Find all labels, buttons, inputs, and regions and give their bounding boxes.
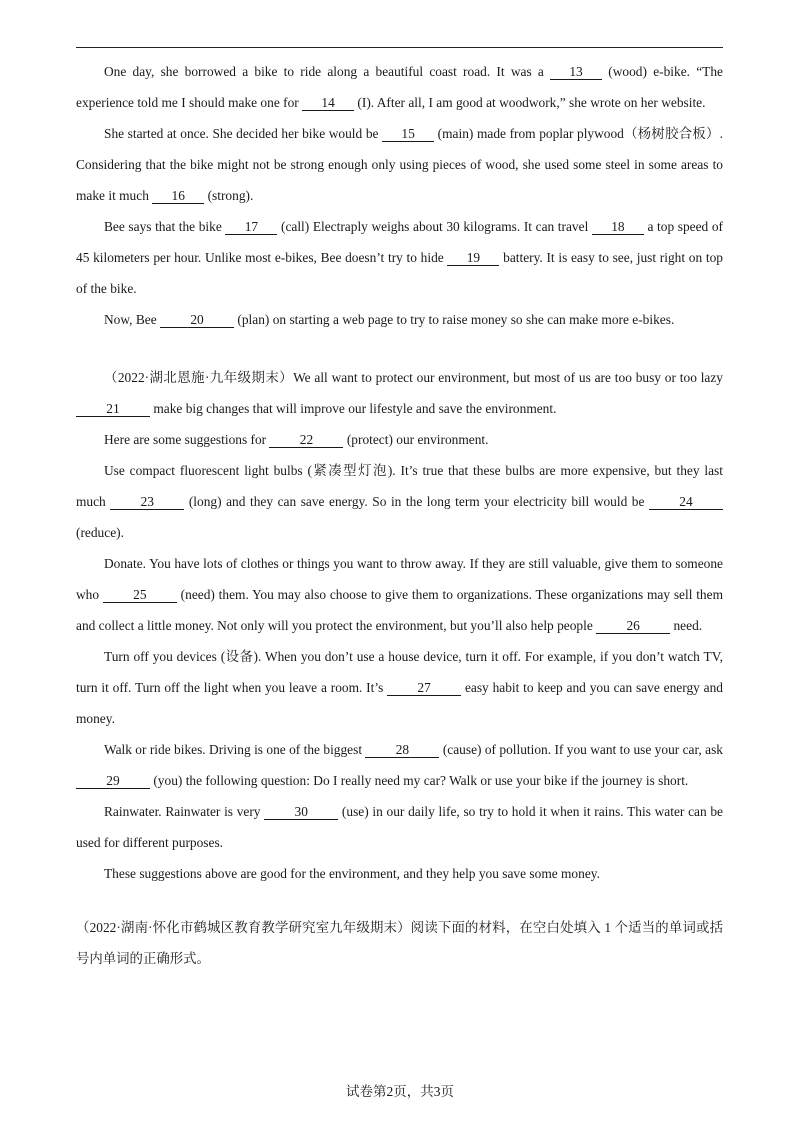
blank-18[interactable]: 18 — [592, 220, 644, 235]
text: Walk or ride bikes. Driving is one of the biggest — [104, 742, 366, 757]
passage1-paragraph-3 — [76, 211, 723, 304]
text: Here are some suggestions for — [104, 432, 270, 447]
section-gap — [76, 335, 723, 362]
text: Use compact fluorescent light bulbs (紧凑型灯泡). It’s true that these bulbs are more expensive, but they last much — [76, 463, 723, 509]
text: (call) Electraply weighs about 30 kilograms. It can travel — [277, 219, 592, 234]
passage2-paragraph-7 — [76, 796, 723, 858]
text: battery. It is easy to see, just right on top of the bike. — [76, 250, 723, 296]
passage1-paragraph-2 — [76, 118, 723, 211]
passage2-paragraph-2 — [76, 424, 723, 455]
text: (plan) on starting a web page to try to raise money so she can make more e-bikes. — [234, 312, 675, 327]
text: (cause) of pollution. If you want to use your car, ask — [439, 742, 723, 757]
blank-22[interactable]: 22 — [269, 433, 343, 448]
text: (you) the following question: Do I really need my car? Walk or use your bike if the journey is short. — [150, 773, 689, 788]
blank-14[interactable]: 14 — [302, 96, 354, 111]
blank-25[interactable]: 25 — [103, 588, 177, 603]
passage1-paragraph-4 — [76, 304, 723, 335]
blank-24[interactable]: 24 — [649, 495, 723, 510]
text: Bee says that the bike — [104, 219, 226, 234]
passage2-intro — [76, 362, 723, 424]
text: She started at once. She decided her bike would be — [104, 126, 383, 141]
passage2-paragraph-5 — [76, 641, 723, 734]
blank-19[interactable]: 19 — [447, 251, 499, 266]
text: Rainwater. Rainwater is very — [104, 804, 265, 819]
blank-13[interactable]: 13 — [550, 65, 602, 80]
passage2-paragraph-3 — [76, 455, 723, 548]
blank-28[interactable]: 28 — [365, 743, 439, 758]
top-rule — [76, 47, 723, 48]
text: (main) made from poplar plywood（杨树胶合板）. Considering that the bike might not be strong enough only using pieces of wood, she used some steel in some areas to make it much — [76, 126, 723, 203]
blank-30[interactable]: 30 — [264, 805, 338, 820]
text: (strong). — [204, 188, 254, 203]
blank-27[interactable]: 27 — [387, 681, 461, 696]
blank-17[interactable]: 17 — [225, 220, 277, 235]
exam-page — [76, 56, 723, 974]
text: make big changes that will improve our lifestyle and save the environment. — [150, 401, 557, 416]
passage2-paragraph-8 — [76, 858, 723, 889]
text: (use) in our daily life, so try to hold it when it rains. This water can be used for different purposes. — [76, 804, 723, 850]
passage2-paragraph-4 — [76, 548, 723, 641]
text: Now, Bee — [104, 312, 161, 327]
text: Turn off you devices (设备). When you don’t use a house device, turn it off. For example, if you don’t watch TV, turn it off. Turn off the light when you leave a room. It’s — [76, 649, 723, 695]
text: We all want to protect our environment, but most of us are too busy or too lazy — [293, 370, 724, 385]
blank-16[interactable]: 16 — [152, 189, 204, 204]
section-gap — [76, 889, 723, 912]
text: (need) them. You may also choose to give them to organizations. These organizations may sell them and collect a little money. Not only will you protect the environment, but you’ll also help people — [76, 587, 723, 633]
blank-26[interactable]: 26 — [596, 619, 670, 634]
text: (long) and they can save energy. So in the long term your electricity bill would be — [184, 494, 649, 509]
blank-29[interactable]: 29 — [76, 774, 150, 789]
text: These suggestions above are good for the environment, and they help you save some money. — [104, 866, 600, 881]
blank-21[interactable]: 21 — [76, 402, 150, 417]
blank-15[interactable]: 15 — [382, 127, 434, 142]
text: a top speed of 45 kilometers per hour. Unlike most e-bikes, Bee doesn’t try to hide — [76, 219, 723, 265]
text: Donate. You have lots of clothes or things you want to throw away. If they are still valuable, give them to someone who — [76, 556, 723, 602]
page-footer: 试卷第2页，共3页 — [346, 1084, 454, 1099]
text: One day, she borrowed a bike to ride along a beautiful coast road. It was a — [104, 64, 551, 79]
text: need. — [670, 618, 703, 633]
text: (I). After all, I am good at woodwork,” she wrote on her website. — [354, 95, 706, 110]
passage3-intro: （2022·湖南·怀化市鹤城区教育教学研究室九年级期末）阅读下面的材料，在空白处填入 1 个适当的单词或括号内单词的正确形式。 — [76, 920, 723, 966]
blank-23[interactable]: 23 — [110, 495, 184, 510]
source-note: （2022·湖北恩施·九年级期末） — [104, 370, 294, 385]
text: (protect) our environment. — [343, 432, 489, 447]
text: (wood) e-bike. “The experience told me I should make one for — [76, 64, 723, 110]
text: easy habit to keep and you can save energy and money. — [76, 680, 723, 726]
blank-20[interactable]: 20 — [160, 313, 234, 328]
passage1-paragraph-1 — [76, 56, 723, 118]
passage2-paragraph-6 — [76, 734, 723, 796]
text: (reduce). — [76, 525, 124, 540]
